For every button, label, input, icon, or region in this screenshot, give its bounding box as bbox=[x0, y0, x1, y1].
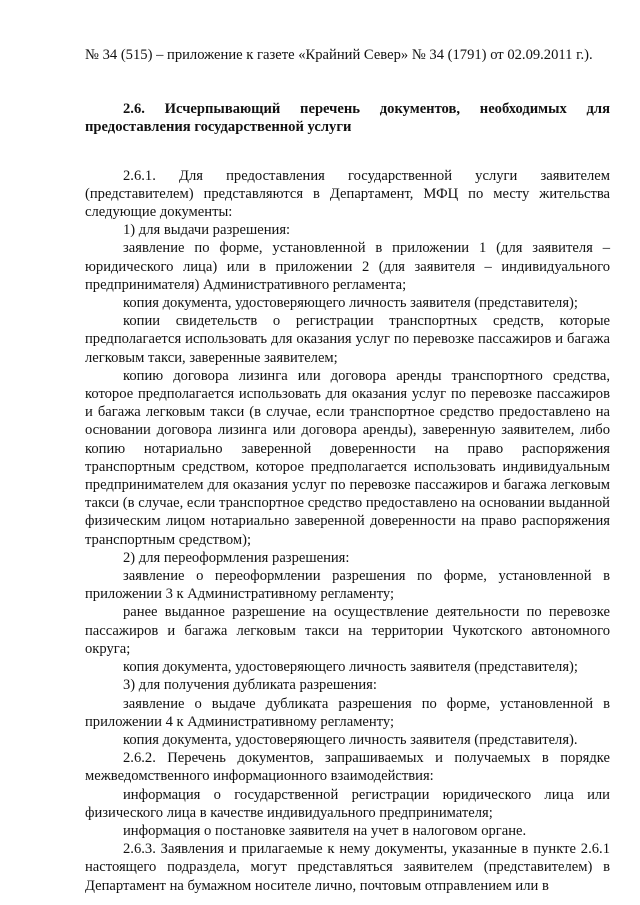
list-item: информация о постановке заявителя на учет в налоговом органе. bbox=[123, 822, 527, 839]
list-item: копия документа, удостоверяющего личность заявителя (представителя). bbox=[123, 731, 578, 748]
list-item: копии свидетельств о регистрации транспортных средств, которые предполагается использовать для оказания услуг по перевозке пассажиров и багажа легковым такси, заверенные заявителем; bbox=[85, 313, 610, 366]
list-item: копия документа, удостоверяющего личность заявителя (представителя); bbox=[123, 659, 578, 676]
list-item: копия документа, удостоверяющего личность заявителя (представителя); bbox=[123, 295, 578, 312]
list-item: заявление о переоформлении разрешения по форме, установленной в приложении 3 к Административному регламенту; bbox=[85, 568, 610, 603]
paragraph-2-6-2: 2.6.2. Перечень документов, запрашиваемых и получаемых в порядке межведомственного информационного взаимодействия: bbox=[85, 750, 610, 785]
list-heading-issue-permit: 1) для выдачи разрешения: bbox=[123, 222, 291, 239]
list-item: заявление по форме, установленной в приложении 1 (для заявителя – юридического лица) или в приложении 2 (для заявителя – индивидуального предпринимателя) Административного регламента; bbox=[85, 240, 610, 293]
header-citation: № 34 (515) – приложение к газете «Крайний Север» № 34 (1791) от 02.09.2011 г.). bbox=[85, 47, 593, 63]
spacer bbox=[85, 137, 610, 167]
list-item: информация о государственной регистрации юридического лица или физического лица в качестве индивидуального предпринимателя; bbox=[85, 786, 610, 821]
paragraph-2-6-3: 2.6.3. Заявления и прилагаемые к нему документы, указанные в пункте 2.6.1 настоящего подраздела, могут представляться заявителем (представителем) в Департамент на бумажном носителе лично, почтовым отправлением или в bbox=[85, 841, 610, 894]
list-item: копию договора лизинга или договора аренды транспортного средства, которое предполагается использовать для оказания услуг по перевозке пассажиров и багажа легковым такси (в случае, если транспортное средство предоставлено на основании договора лизинга или договора аренды), заверенную заявителем, либо копию нотариально заверенной доверенности на право распоряжения транспортным средством, которое предполагается использовать индивидуальным предпринимателем для оказания услуг по перевозке пассажиров и багажа легковым такси (в случае, если транспортное средство предоставлено на основании выданной физическим лицом нотариально заверенной доверенности на право распоряжения транспортным средством); bbox=[85, 367, 610, 548]
list-heading-reissue-permit: 2) для переоформления разрешения: bbox=[123, 549, 350, 566]
list-heading-duplicate-permit: 3) для получения дубликата разрешения: bbox=[123, 677, 377, 694]
list-item: заявление о выдаче дубликата разрешения по форме, установленной в приложении 4 к Административному регламенту; bbox=[85, 695, 610, 730]
paragraph-2-6-1: 2.6.1. Для предоставления государственной услуги заявителем (представителем) представляются в Департамент, МФЦ по месту жительства следующие документы: bbox=[85, 167, 610, 221]
list-item: ранее выданное разрешение на осуществление деятельности по перевозке пассажиров и багажа легковым такси на территории Чукотского автономного округа; bbox=[85, 604, 610, 657]
spacer bbox=[85, 64, 610, 100]
section-title: 2.6. Исчерпывающий перечень документов, необходимых для предоставления государственной услуги bbox=[85, 101, 610, 136]
